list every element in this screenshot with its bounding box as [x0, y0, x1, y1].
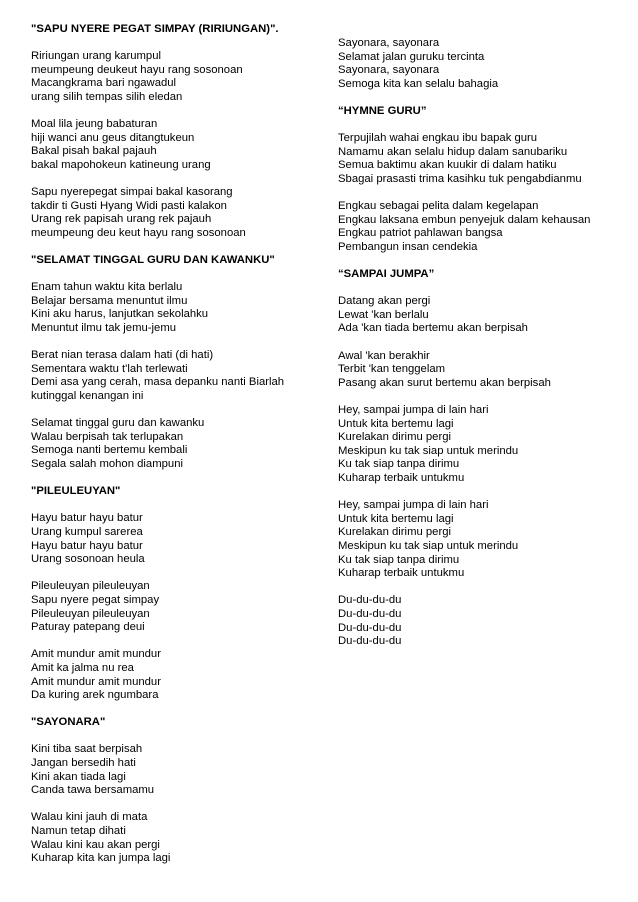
lyric-line: Bakal pisah bakal pajauh	[31, 145, 157, 158]
stanza-gap	[338, 282, 634, 296]
lyric-line: Amit mundur amit mundur	[31, 648, 161, 661]
lyric-line: Berat nian terasa dalam hati (di hati)	[31, 349, 214, 362]
left-column	[31, 23, 327, 866]
stanza-gap	[31, 241, 327, 255]
stanza-gap	[338, 255, 634, 269]
lyric-line: Canda tawa bersamamu	[31, 784, 155, 797]
lyric-line: Ririungan urang karumpul	[31, 50, 161, 63]
stanza-gap	[31, 336, 327, 350]
song-title: “HYMNE GURU”	[338, 104, 427, 117]
stanza-gap	[338, 119, 634, 133]
lyric-line: Terbit 'kan tenggelam	[338, 363, 446, 376]
lyric-line: Du-du-du-du	[338, 635, 402, 648]
lyric-line: Kini aku harus, lanjutkan sekolahku	[31, 308, 209, 321]
lyric-line: Semoga nanti bertemu kembali	[31, 444, 188, 457]
song-title: “SAMPAI JUMPA”	[338, 268, 435, 281]
lyric-line: Selamat jalan guruku tercinta	[338, 50, 485, 63]
lyric-line: Da kuring arek ngumbara	[31, 689, 159, 702]
lyric-line: Meskipun ku tak siap untuk merindu	[338, 444, 519, 457]
song-title: "PILEULEUYAN"	[31, 485, 121, 498]
lyric-line: Kurelakan dirimu pergi	[338, 526, 452, 539]
lyric-line: Walau berpisah tak terlupakan	[31, 430, 184, 443]
stanza-gap	[31, 567, 327, 581]
lyric-line: Du-du-du-du	[338, 594, 402, 607]
lyric-line: Terpujilah wahai engkau ibu bapak guru	[338, 132, 538, 145]
lyric-line: Amit ka jalma nu rea	[31, 661, 134, 674]
lyric-line: Urang rek papisah urang rek pajauh	[31, 213, 212, 226]
stanza-gap	[31, 798, 327, 812]
lyric-line: Kini tiba saat berpisah	[31, 743, 143, 756]
lyric-line: Jangan bersedih hati	[31, 757, 136, 770]
lyric-line: urang silih tempas silih eledan	[31, 90, 183, 103]
stanza-gap	[338, 486, 634, 500]
lyric-line: Hey, sampai jumpa di lain hari	[338, 499, 489, 512]
lyric-line: Segala salah mohon diampuni	[31, 458, 183, 470]
lyric-line: Semua baktimu akan kuukir di dalam hatiku	[338, 159, 557, 172]
lyric-line: Ku tak siap tanpa dirimu	[338, 553, 460, 566]
stanza-gap	[338, 390, 634, 404]
stanza-gap	[31, 105, 327, 119]
lyric-line: Walau kini kau akan pergi	[31, 838, 160, 851]
lyric-line: Meskipun ku tak siap untuk merindu	[338, 539, 519, 552]
stanza-gap	[31, 173, 327, 187]
lyric-line: Menuntut ilmu tak jemu-jemu	[31, 322, 177, 335]
lyric-line: Engkau patriot pahlawan bangsa	[338, 227, 503, 240]
stanza-gap	[31, 499, 327, 513]
lyric-line: Lewat 'kan berlalu	[338, 308, 429, 321]
lyric-line: Selamat tinggal guru dan kawanku	[31, 417, 205, 430]
stanza-gap	[338, 187, 634, 201]
lyric-line: Kuharap terbaik untukmu	[338, 567, 465, 580]
lyric-line: Moal lila jeung babaturan	[31, 118, 158, 131]
lyric-line: Engkau laksana embun penyejuk dalam kehausan	[338, 213, 591, 226]
stanza-gap	[31, 37, 327, 51]
lyric-line: Macangkrama bari ngawadul	[31, 77, 177, 90]
lyric-line: Sementara waktu t'lah terlewati	[31, 362, 188, 375]
lyric-line: Namun tetap dihati	[31, 825, 126, 838]
lyric-line: Amit mundur amit mundur	[31, 675, 161, 688]
lyric-line: bakal mapohokeun katineung urang	[31, 158, 211, 171]
lyric-line: Pileuleuyan pileuleuyan	[31, 607, 150, 620]
lyric-line: Du-du-du-du	[338, 607, 402, 620]
stanza-gap	[31, 635, 327, 649]
lyric-line: Pileuleuyan pileuleuyan	[31, 580, 150, 593]
lyric-line: Pembangun insan cendekia	[338, 240, 478, 253]
lyric-line: Du-du-du-du	[338, 621, 402, 634]
stanza-gap	[31, 268, 327, 282]
lyric-line: Sayonara, sayonara	[338, 64, 440, 77]
lyric-line: meumpeung deukeut hayu rang sosonoan	[31, 63, 243, 76]
lyric-line: takdir ti Gusti Hyang Widi pasti kalakon	[31, 199, 227, 212]
lyric-line: Hey, sampai jumpa di lain hari	[338, 404, 489, 417]
lyric-line: Namamu akan selalu hidup dalam sanubariku	[338, 145, 568, 158]
lyric-line: Urang sosonoan heula	[31, 553, 145, 566]
lyric-line: Urang kumpul sarerea	[31, 525, 143, 538]
lyric-line: meumpeung deu keut hayu rang sosonoan	[31, 226, 246, 239]
stanza-gap	[338, 91, 634, 105]
lyric-line: Untuk kita bertemu lagi	[338, 417, 454, 430]
lyric-line: Enam tahun waktu kita berlalu	[31, 281, 183, 294]
lyric-line: Datang akan pergi	[338, 295, 431, 308]
lyric-line: Semoga kita kan selalu bahagia	[338, 77, 499, 90]
lyric-line: Kuharap kita kan jumpa lagi	[31, 852, 171, 865]
stanza-gap	[31, 404, 327, 418]
lyric-line: Hayu batur hayu batur	[31, 512, 143, 525]
lyric-line: Sapu nyerepegat simpai bakal kasorang	[31, 186, 233, 199]
song-title: "SELAMAT TINGGAL GURU DAN KAWANKU"	[31, 254, 275, 267]
stanza-gap	[338, 581, 634, 595]
lyric-line: Sapu nyere pegat simpay	[31, 593, 160, 606]
stanza-gap	[338, 336, 634, 350]
lyric-line: Sayonara, sayonara	[338, 37, 440, 49]
song-title: "SAPU NYERE PEGAT SIMPAY (RIRIUNGAN)".	[31, 23, 279, 35]
lyric-line: Walau kini jauh di mata	[31, 811, 148, 824]
lyric-line: Engkau sebagai pelita dalam kegelapan	[338, 200, 539, 213]
lyric-line: hiji wanci anu geus ditangtukeun	[31, 131, 195, 144]
song-title: "SAYONARA"	[31, 716, 106, 729]
stanza-gap	[31, 472, 327, 486]
lyric-line: Demi asa yang cerah, masa depanku nanti Biarlah	[31, 376, 285, 389]
lyric-line: Pasang akan surut bertemu akan berpisah	[338, 376, 551, 389]
lyric-line: Kurelakan dirimu pergi	[338, 431, 452, 444]
right-column	[338, 37, 634, 649]
lyric-line: Kuharap terbaik untukmu	[338, 472, 465, 484]
lyric-line: Untuk kita bertemu lagi	[338, 512, 454, 525]
lyric-line: kutinggal kenangan ini	[31, 390, 144, 403]
lyric-line: Awal 'kan berakhir	[338, 349, 430, 362]
stanza-gap	[31, 730, 327, 744]
lyric-line: Paturay patepang deui	[31, 621, 145, 634]
lyric-line: Ku tak siap tanpa dirimu	[338, 458, 460, 471]
lyric-line: Belajar bersama menuntut ilmu	[31, 294, 188, 307]
lyric-line: Ada 'kan tiada bertemu akan berpisah	[338, 322, 528, 335]
lyric-line: Hayu batur hayu batur	[31, 539, 143, 552]
lyric-line: Kini akan tiada lagi	[31, 770, 126, 783]
lyric-line: Sbagai prasasti trima kasihku tuk pengabdianmu	[338, 172, 582, 185]
stanza-gap	[31, 703, 327, 717]
